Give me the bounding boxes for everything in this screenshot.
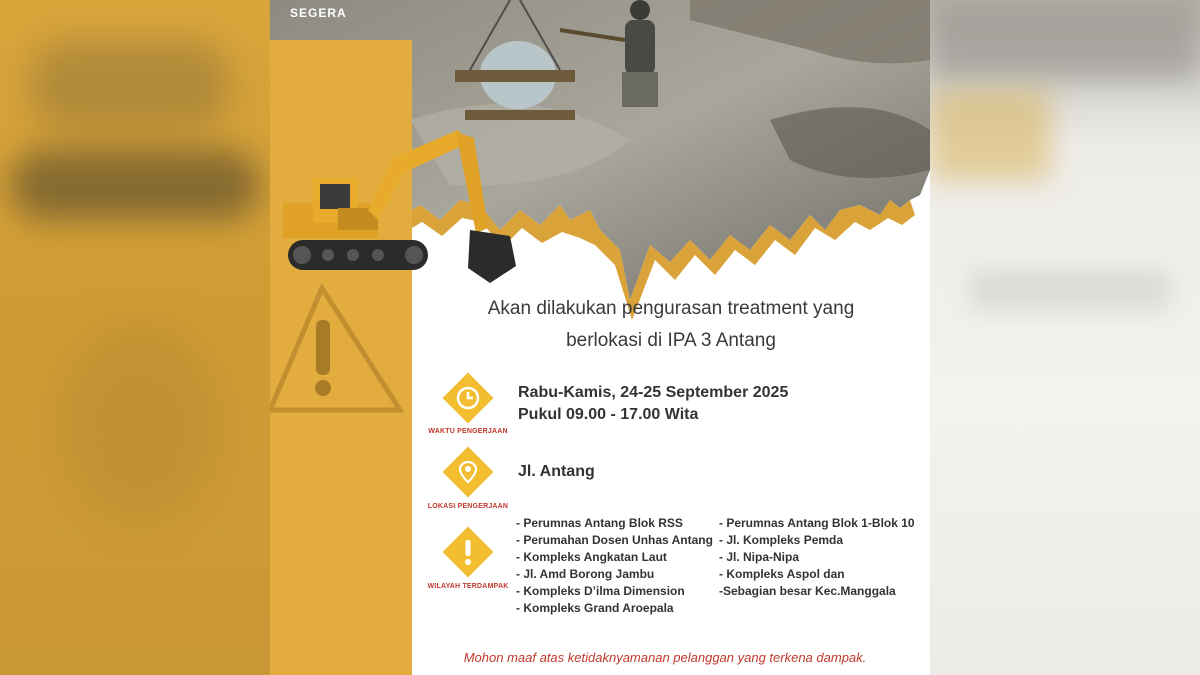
list-item: - Jl. Nipa-Nipa bbox=[719, 550, 800, 564]
list-item: - Perumnas Antang Blok RSS bbox=[516, 516, 683, 530]
affected-areas-col-1 bbox=[516, 515, 713, 617]
list-item: - Kompleks Aspol dan bbox=[719, 567, 845, 581]
list-item: - Jl. Kompleks Pemda bbox=[719, 533, 844, 547]
waktu-hours: Pukul 09.00 - 17.00 Wita bbox=[518, 406, 699, 423]
lokasi-label: LOKASI PENGERJAAN bbox=[427, 503, 509, 510]
headline-line-2: berlokasi di IPA 3 Antang bbox=[566, 330, 776, 351]
list-item: - Jl. Amd Borong Jambu bbox=[516, 567, 655, 581]
apology-note: Mohon maaf atas ketidaknyamanan pelanggan yang terkena dampak. bbox=[463, 650, 867, 665]
headline-line-1: Akan dilakukan pengurasan treatment yang bbox=[487, 298, 855, 319]
list-item: - Kompleks Grand Aroepala bbox=[516, 601, 674, 615]
list-item: - Kompleks D’ilma Dimension bbox=[516, 584, 685, 598]
list-item: - Perumnas Antang Blok 1-Blok 10 bbox=[719, 516, 915, 530]
exclamation-icon bbox=[442, 526, 494, 578]
waktu-date: Rabu-Kamis, 24-25 September 2025 bbox=[518, 384, 789, 401]
lokasi-text: Jl. Antang bbox=[518, 463, 595, 480]
waktu-label: WAKTU PENGERJAAN bbox=[428, 428, 508, 435]
clock-icon bbox=[442, 372, 494, 424]
list-item: - Perumahan Dosen Unhas Antang bbox=[516, 533, 713, 547]
wilayah-label: WILAYAH TERDAMPAK bbox=[427, 583, 509, 590]
blurred-background-left bbox=[0, 0, 270, 675]
warning-triangle-icon bbox=[270, 280, 410, 420]
blurred-background-right bbox=[930, 0, 1200, 675]
map-pin-icon bbox=[442, 446, 494, 498]
list-item: - Kompleks Angkatan Laut bbox=[516, 550, 667, 564]
segera-logo: SEGERA bbox=[290, 6, 347, 20]
affected-areas-col-2 bbox=[719, 515, 915, 600]
excavator-illustration bbox=[278, 118, 528, 293]
announcement-poster bbox=[270, 0, 930, 675]
list-item: -Sebagian besar Kec.Manggala bbox=[719, 584, 896, 598]
